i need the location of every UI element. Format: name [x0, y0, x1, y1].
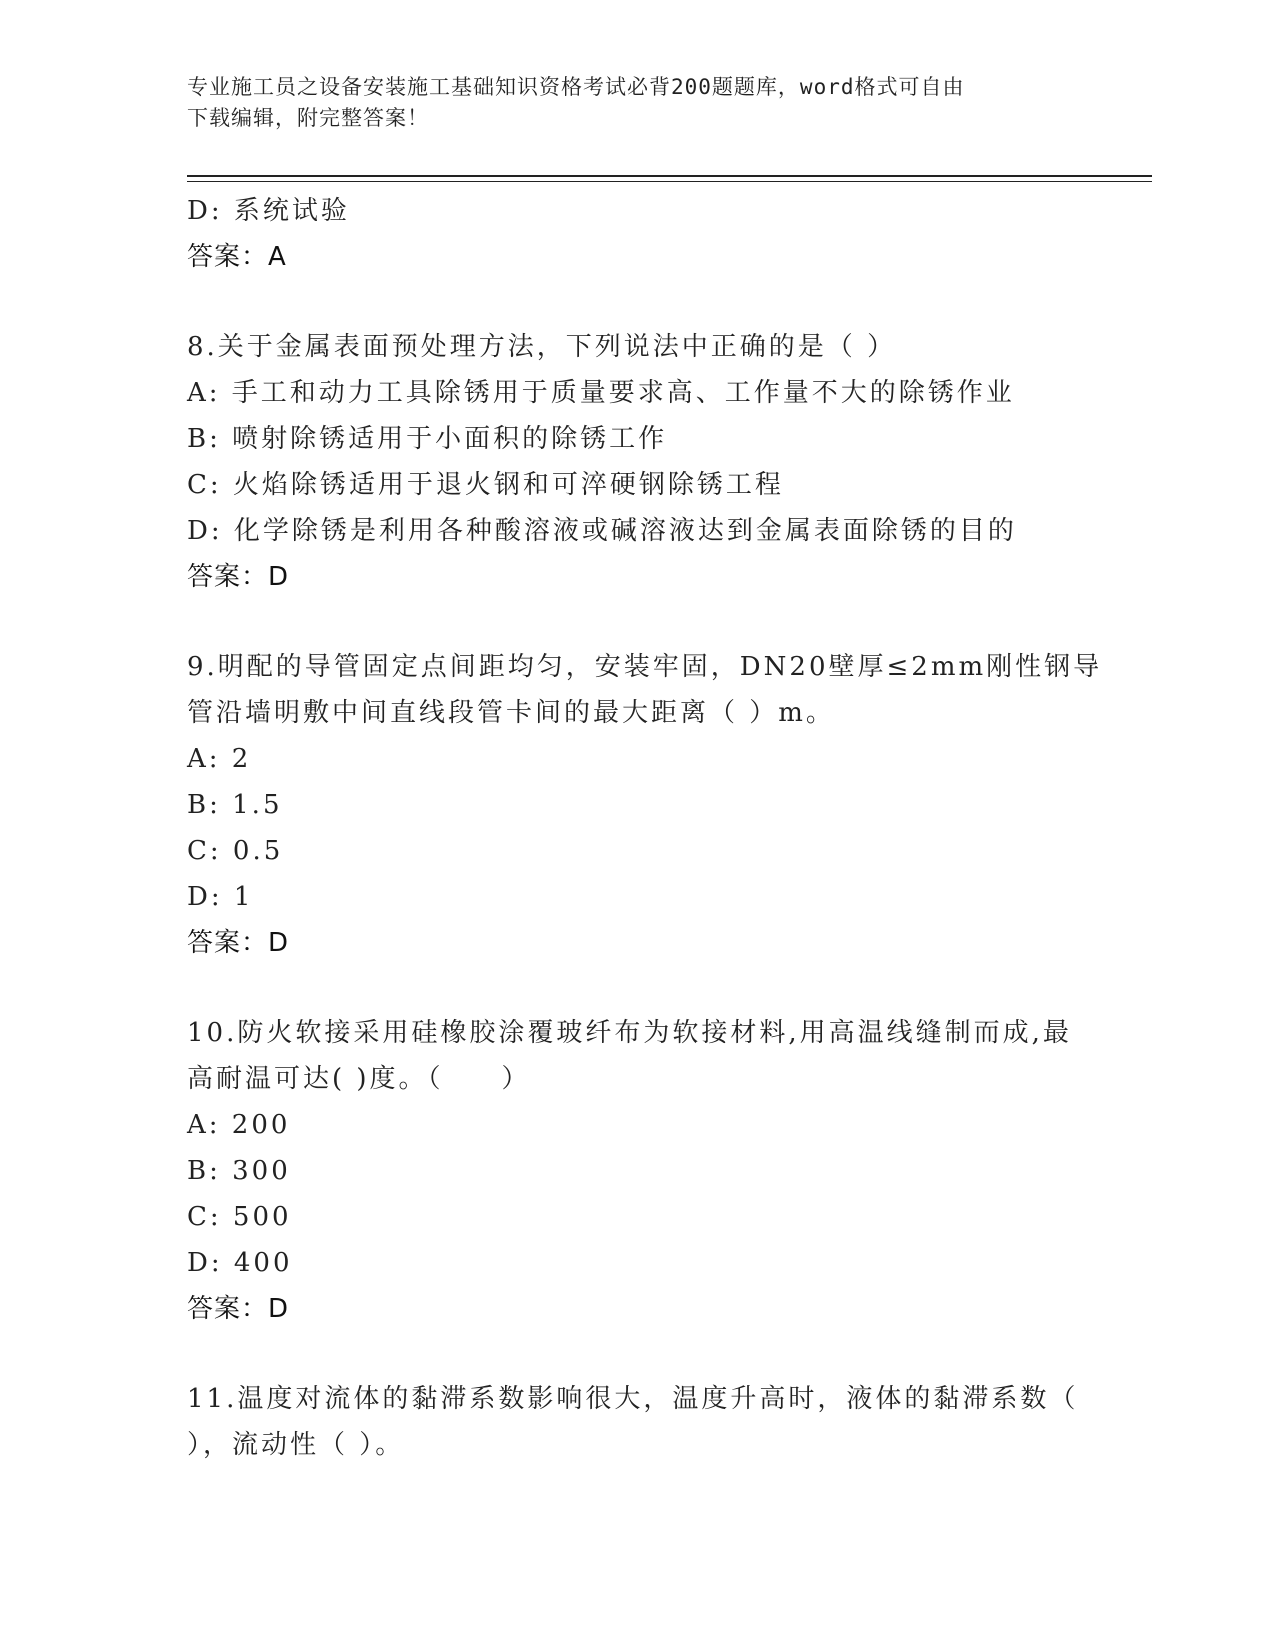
option-d: D: 系统试验: [187, 196, 350, 226]
header-divider-thin: [187, 181, 1152, 182]
option-d: D: 400: [187, 1248, 293, 1278]
question-stem-line-2: ），流动性（ ）。: [187, 1430, 405, 1460]
question-stem-line-2: 高耐温可达( )度。（ ）: [187, 1064, 531, 1094]
option-a: A: 200: [187, 1110, 291, 1140]
option-c: C: 500: [187, 1202, 292, 1232]
question-list: [187, 188, 1103, 1468]
answer-line: 答案：A: [187, 242, 287, 272]
option-a: A: 2: [187, 744, 252, 774]
question-7-tail: [187, 188, 1087, 280]
option-a: A: 手工和动力工具除锈用于质量要求高、工作量不大的除锈作业: [187, 378, 1015, 408]
option-c: C: 火焰除锈适用于退火钢和可淬硬钢除锈工程: [187, 470, 784, 500]
question-stem-line-1: 10.防火软接采用硅橡胶涂覆玻纤布为软接材料,用高温线缝制而成,最: [187, 1018, 1072, 1048]
answer-line: 答案：D: [187, 1294, 290, 1324]
option-b: B: 1.5: [187, 790, 283, 820]
option-c: C: 0.5: [187, 836, 284, 866]
header-title-line-1: 专业施工员之设备安装施工基础知识资格考试必背200题题库，word格式可自由: [187, 75, 965, 99]
option-d: D: 1: [187, 882, 254, 912]
document-header: [187, 72, 1067, 134]
answer-line: 答案：D: [187, 928, 290, 958]
question-stem-line-1: 9.明配的导管固定点间距均匀，安装牢固，DN20壁厚≤2mm刚性钢导: [187, 652, 1103, 682]
spacer: [187, 280, 1087, 324]
question-stem-line-2: 管沿墙明敷中间直线段管卡间的最大距离（ ）m。: [187, 698, 835, 728]
option-b: B: 300: [187, 1156, 291, 1186]
option-d: D: 化学除锈是利用各种酸溶液或碱溶液达到金属表面除锈的目的: [187, 516, 1017, 546]
question-8: [187, 324, 1087, 600]
question-11: [187, 1376, 1087, 1468]
spacer: [187, 1332, 1087, 1376]
question-stem-line-1: 11.温度对流体的黏滞系数影响很大，温度升高时，液体的黏滞系数（: [187, 1384, 1079, 1414]
spacer: [187, 966, 1087, 1010]
question-10: [187, 1010, 1087, 1332]
question-9: [187, 644, 1103, 966]
answer-line: 答案：D: [187, 562, 290, 592]
header-divider-thick: [187, 175, 1152, 177]
option-b: B: 喷射除锈适用于小面积的除锈工作: [187, 424, 668, 454]
question-stem: 8.关于金属表面预处理方法，下列说法中正确的是（ ）: [187, 332, 897, 362]
header-title-line-2: 下载编辑，附完整答案！: [187, 106, 429, 130]
spacer: [187, 600, 1087, 644]
